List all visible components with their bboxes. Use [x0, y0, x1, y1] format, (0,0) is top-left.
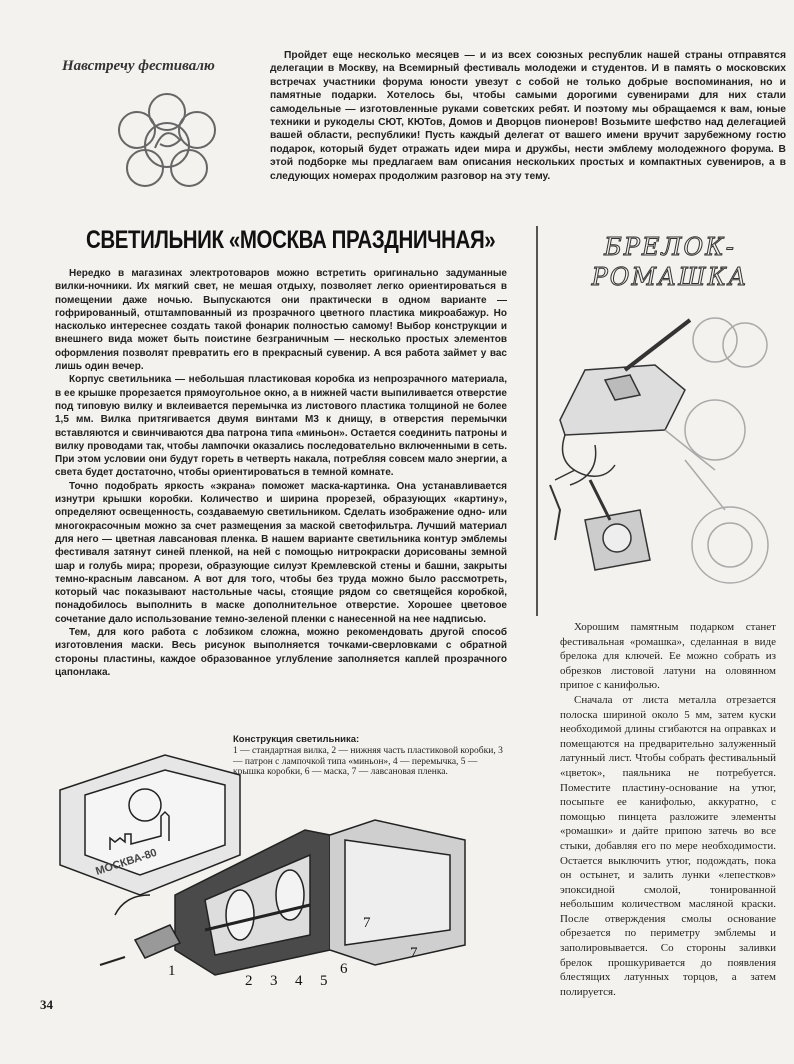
box-label: МОСКВА-80: [94, 846, 159, 878]
column-divider: [536, 226, 538, 616]
section-rubric: Навстречу фестивалю: [62, 58, 215, 74]
caption-title: Конструкция светильника:: [233, 734, 360, 745]
paragraph: Корпус светильника — небольшая пластиковая коробка из непрозрачного материала, в ее крышке прорезается прямоугольное окно, а в нижней части выпиливается отверстие под типовую вилку и вклеивается перемычка из листового пластика толщиной не более 1,5 мм. Вилка притягивается двумя винтами М3 к днищу, в отверстия перемычки вставляются и свинчиваются два патрона типа «миньон». Остается соединить патроны и вилку проводами так, чтобы лампочки оказались последовательно включенными в сеть. При этом условии они будут гореть в четверть накала, потребляя совсем мало энергии, а света будет достаточно, чтобы ориентироваться в темной комнате.: [55, 374, 507, 479]
callout-3: 3: [270, 973, 278, 989]
article-body-brelok: [560, 620, 776, 999]
callout-6: 6: [340, 961, 348, 977]
paragraph: Нередко в магазинах электротоваров можно встретить оригинально задуманные вилки-ночники. Их мягкий свет, не мешая отдыху, позволяет легко ориентироваться в помещении даже ночью. Выпускаются они практически в одном варианте — гофрированный, отштампованный из прозрачного цветного пластика микроабажур. Но насколько интереснее создать такой фонарик полностью самому! Выбор конструкции и внешнего вида может быть поистине безграничным — несколько простых элементов оформления позволят превратить его в прекрасный сувенир. А вся работа займет у вас лишь один вечер.: [55, 268, 507, 373]
callout-1: 1: [168, 963, 176, 979]
festival-emblem-illustration: [105, 88, 230, 203]
callout-5: 5: [320, 973, 328, 989]
paragraph: Тем, для кого работа с лобзиком сложна, можно рекомендовать другой способ изготовления маски. Весь рисунок выполняется точками-сверловками с обратной стороны пластины, каждое образованное углубление заполняется каплей прозрачного цапонлака.: [55, 627, 507, 678]
page-number: 34: [40, 997, 53, 1012]
paragraph: Хорошим памятным подарком станет фестивальная «ромашка», сделанная в виде брелока для ключей. Ее можно собрать из обрезков листовой латуни на оловянном припое с канифолью.: [560, 621, 776, 692]
lamp-construction-illustration: [45, 735, 515, 990]
article-title-svetilnik: СВЕТИЛЬНИК «МОСКВА ПРАЗДНИЧНАЯ»: [86, 226, 496, 254]
callout-7: 7: [363, 915, 371, 931]
callout-4: 4: [295, 973, 303, 989]
intro-paragraph: Пройдет еще несколько месяцев — и из всех союзных республик нашей страны отправятся делегации в Москву, на Всемирный фестиваль молодежи и студентов. И в память о московских встречах участники форума юности увезут с собой не только добрые воспоминания, но и памятные подарки. Хотелось бы, чтобы самыми дорогими сувенирами для них стали самодельные — изготовленные руками советских ребят. И поэтому мы обращаемся к вам, юные техники и рукоделы СЮТ, КЮТов, Домов и Дворцов пионеров! Возьмите шефство над делегацией вашей области, республики! Пусть каждый делегат от вашего имени вручит зарубежному гостю подарок, который будет отражать идеи мира и дружбы, нести эмблему молодежного форума. В этой подборке мы предлагаем вам описания нескольких простых и компактных сувениров, а в следующих номерах продолжим разговор на эту тему.: [270, 50, 786, 182]
paragraph: Сначала от листа металла отрезается полоска шириной около 5 мм, затем куски необходимой длины сгибаются на оправках и помещаются на предварительно залуженный латунный лист. Чтобы собрать фестивальный «цветок», паяльника не потребуется. Поместите пластину-основание на утюг, посыпьте ее канифолью, аккуратно, с помощью пинцета разложите элементы «ромашки» и дайте припою затечь во все стыки, добавляя его по мере необходимости. Остается выключить утюг, подождать, пока он остынет, и залить лунки «лепестков» эпоксидной смолой, тонированной небольшим количеством масляной краски. После отверждения смолы основание обрезается по периметру эмблемы и заполировывается. Со стороны заливки брелок прошкуривается до появления блестящих латунных торцов, а затем полируется.: [560, 693, 776, 998]
callout-7b: 7: [410, 945, 418, 961]
paragraph: Точно подобрать яркость «экрана» поможет маска-картинка. Она устанавливается изнутри крышки коробки. Количество и ширина прорезей, образующих «картину», определяют освещенность, создаваемую светильником. Сделать изображение одно- или многокрасочным можно за счет размещения за маской светофильтра. Лучший материал для него — цветная лавсановая пленка. В нашем варианте светильника контур эмблемы фестиваля затянут синей пленкой, на ней с помощью нитрокраски дорисованы земной шар и голубь мира; прорези, образующие силуэт Кремлевской стены и башни, закрыты темно-красным лавсаном. А вот для того, чтобы без труда можно было рассмотреть, который час показывают настольные часы, стоящие рядом со светящейся коробкой, понадобилось выполнить в маске дополнительное отверстие. Хорошее цветовое сочетание дало использование темно-зеленой пленки с нанесенной на нее надписью.: [55, 480, 507, 625]
article-title-brelok: БРЕЛОК-РОМАШКА: [591, 233, 749, 291]
caption-text: 1 — стандартная вилка, 2 — нижняя часть пластиковой коробки, 3 — патрон с лампочкой типа «миньон», 4 — перемычка, 5 — крышка коробки, 6 — маска, 7 — лавсановая пленка.: [233, 745, 503, 778]
iron-soldering-illustration: [545, 310, 790, 610]
callout-2: 2: [245, 973, 253, 989]
article-body-svetilnik: [55, 267, 507, 679]
